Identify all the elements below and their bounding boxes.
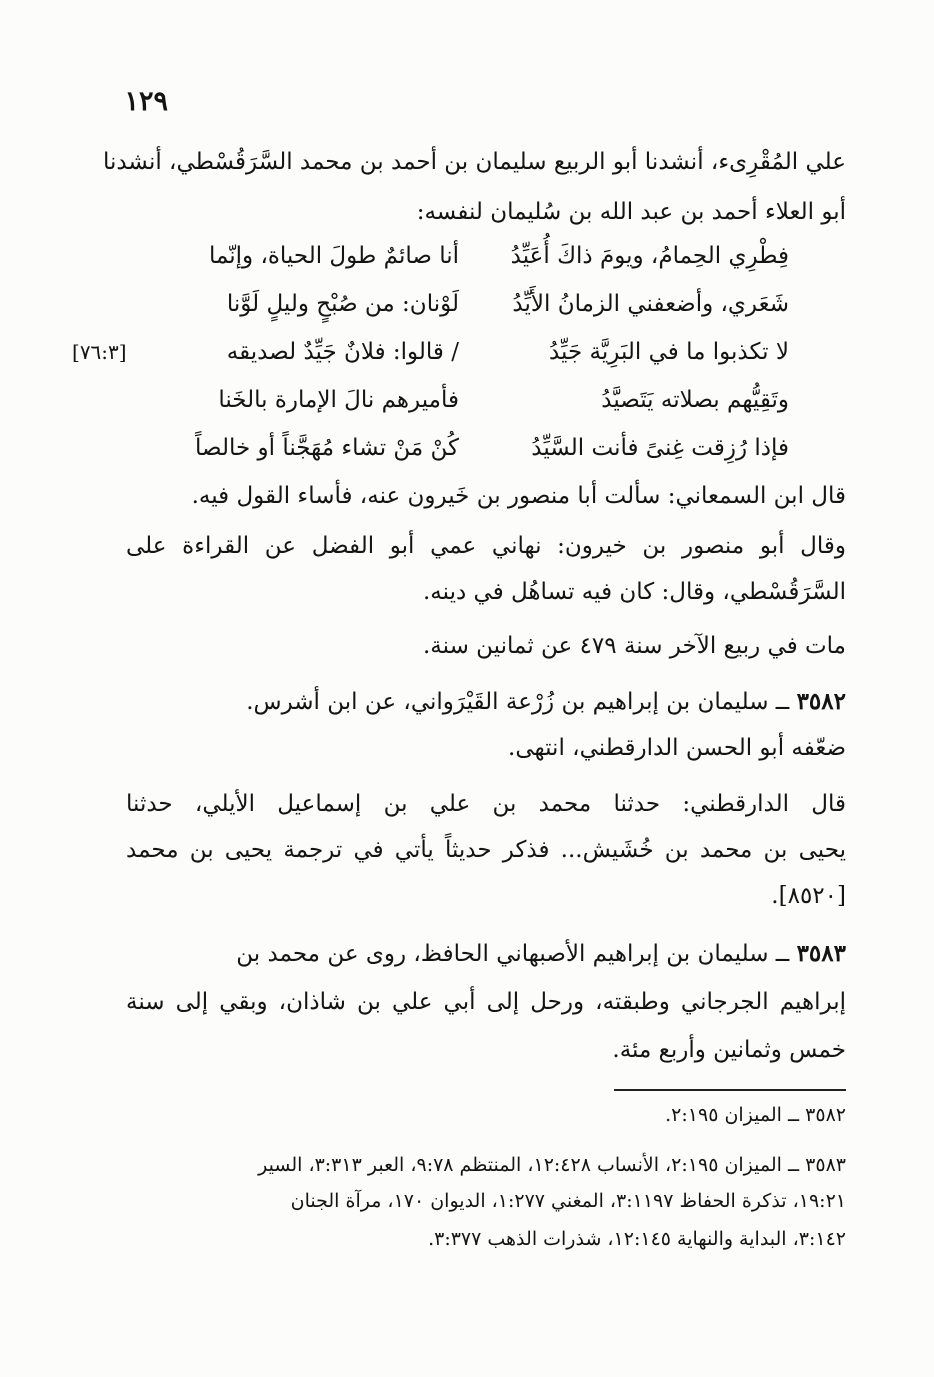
text-line: خمس وثمانين وأربع مئة. (612, 1037, 846, 1063)
entry-3582-line (126, 684, 846, 720)
text-line: قال ابن السمعاني: سألت أبا منصور بن خَيرون عنه، فأساء القول فيه. (191, 483, 846, 509)
entry-3583-line (126, 936, 846, 972)
entry-text: ــ سليمان بن إبراهيم الأصبهاني الحافظ، روى عن محمد بن (236, 941, 797, 967)
footnote-line: ٣:١٤٢، البداية والنهاية ١٢:١٤٥، شذرات الذهب ٣:٣٧٧. (428, 1228, 846, 1250)
entry-number: ٣٥٨٢ (796, 688, 846, 715)
text-line: وقال أبو منصور بن خيرون: نهاني عمي أبو الفضل عن القراءة على (126, 533, 846, 559)
verse-second-hemistich: لا تكذبوا ما في البَرِيَّة جَيِّدُ (548, 339, 789, 365)
verse-second-hemistich: فإذا رُزِقت غِنىً فأنت السَّيِّدُ (531, 435, 789, 461)
text-line: السَّرَقُسْطي، وقال: كان فيه تساهُل في دينه. (423, 579, 846, 605)
footnote-line: ٣٥٨٣ ــ الميزان ٢:١٩٥، الأنساب ١٢:٤٢٨، المنتظم ٩:٧٨، العبر ٣:٣١٣، السير (258, 1154, 846, 1176)
verse-first-hemistich: لَوْنان: من صُبْحٍ وليلٍ لَوَّنا (226, 291, 459, 317)
verse-first-hemistich: أنا صائمٌ طولَ الحياة، وإنّما (208, 243, 459, 269)
verse-second-hemistich: فِطْرِي الحِمامُ، ويومَ ذاكَ أُعَيِّدُ (510, 243, 789, 269)
text-line: [٨٥٢٠]. (771, 883, 846, 909)
text-line: علي المُقْرِىء، أنشدنا أبو الربيع سليمان بن أحمد بن محمد السَّرَقُسْطي، أنشدنا (102, 149, 846, 175)
verse-second-hemistich: وتَقِيُّهم بصلاته يَتَصيَّدُ (601, 387, 789, 413)
entry-text: ــ سليمان بن إبراهيم بن زُرْعة القَيْرَواني، عن ابن أشرس. (246, 689, 797, 715)
text-line: مات في ربيع الآخر سنة ٤٧٩ عن ثمانين سنة. (423, 633, 846, 659)
footnote-divider (614, 1089, 846, 1091)
verse-first-hemistich: فأميرهم نالَ الإمارة بالخَنا (218, 387, 459, 413)
verse-first-hemistich: كُنْ مَنْ تشاء مُهَجَّناً أو خالصاً (195, 435, 459, 461)
page-number: ١٢٩ (124, 86, 168, 117)
footnote-line: ١٩:٢١، تذكرة الحفاظ ٣:١١٩٧، المغني ١:٢٧٧، الديوان ١٧٠، مرآة الجنان (290, 1190, 846, 1212)
text-line: أبو العلاء أحمد بن عبد الله بن سُليمان لنفسه: (416, 199, 846, 225)
verse-second-hemistich: شَعَري، وأضعفني الزمانُ الأَيِّدُ (512, 291, 789, 317)
entry-number: ٣٥٨٣ (796, 940, 846, 967)
text-line: إبراهيم الجرجاني وطبقته، ورحل إلى أبي علي بن شاذان، وبقي إلى سنة (126, 989, 846, 1015)
text-line: ضعّفه أبو الحسن الدارقطني، انتهى. (508, 735, 846, 761)
verse-first-hemistich: / قالوا: فلانٌ جَيِّدٌ لصديقه (226, 339, 459, 365)
footnote-line: ٣٥٨٢ ــ الميزان ٢:١٩٥. (665, 1104, 846, 1126)
text-line: يحيى بن محمد بن خُشَيش... فذكر حديثاً يأتي في ترجمة يحيى بن محمد (126, 837, 846, 863)
margin-reference: [٧٦:٣] (72, 340, 127, 364)
text-line: قال الدارقطني: حدثنا محمد بن علي بن إسماعيل الأيلي، حدثنا (126, 791, 846, 817)
